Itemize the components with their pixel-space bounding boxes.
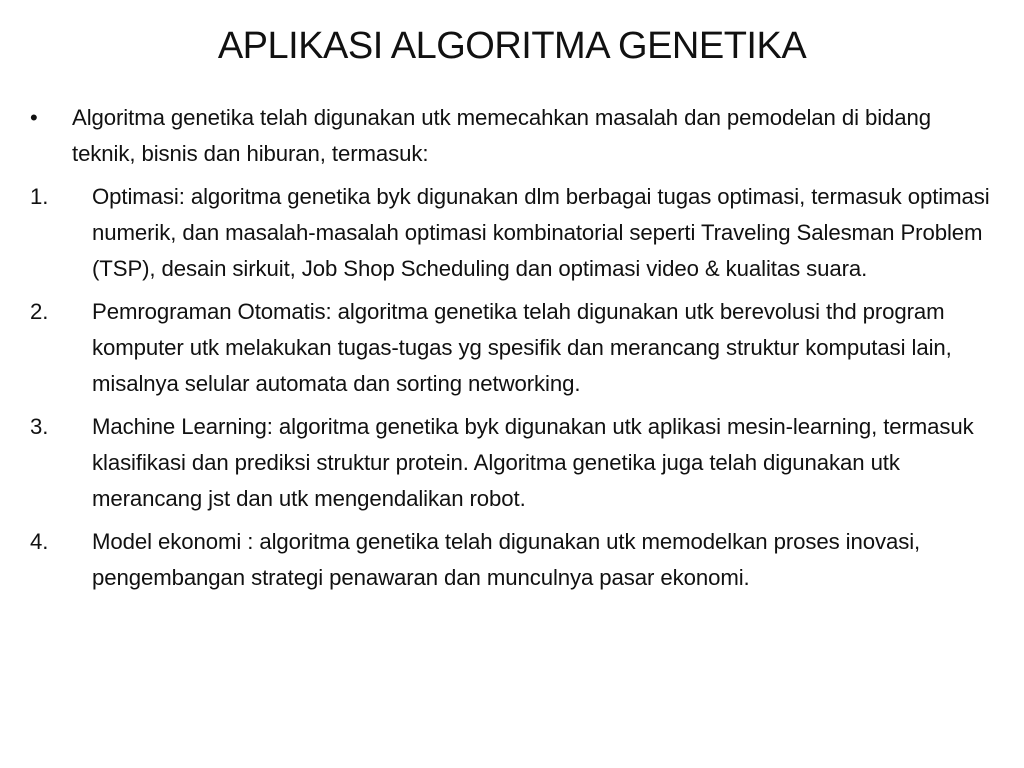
list-text-3: Machine Learning: algoritma genetika byk digunakan utk aplikasi mesin-learning, termasuk klasifikasi dan prediksi struktur protein. Algoritma genetika juga telah digunakan utk merancang jst dan utk mengendalikan robot. [92,414,974,511]
list-number-3: 3. [30,414,49,439]
list-text-2: Pemrograman Otomatis: algoritma genetika telah digunakan utk berevolusi thd program komputer utk melakukan tugas-tugas yg spesifik dan merancang struktur komputasi lain, misalnya selular automata dan sorting networking. [92,299,952,396]
list-text-4: Model ekonomi : algoritma genetika telah digunakan utk memodelkan proses inovasi, pengembangan strategi penawaran dan munculnya pasar ekonomi. [92,529,921,590]
intro-text: Algoritma genetika telah digunakan utk memecahkan masalah dan pemodelan di bidang teknik, bisnis dan hiburan, termasuk: [72,105,932,166]
list-number-2: 2. [30,299,49,324]
list-text-1: Optimasi: algoritma genetika byk digunakan dlm berbagai tugas optimasi, termasuk optimasi numerik, dan masalah-masalah optimasi kombinatorial seperti Traveling Salesman Problem (TSP), desain sirkuit, Job Shop Scheduling dan optimasi video & kualitas suara. [92,184,990,281]
bullet-marker: • [30,105,38,130]
slide-content [30,100,1000,603]
list-number-4: 4. [30,529,49,554]
slide-title: APLIKASI ALGORITMA GENETIKA [217,25,807,67]
list-item-3 [30,409,1000,517]
list-item-1 [30,179,1000,287]
intro-bullet [30,100,1000,172]
list-number-1: 1. [30,184,49,209]
list-item-4 [30,524,1000,596]
list-item-2 [30,294,1000,402]
